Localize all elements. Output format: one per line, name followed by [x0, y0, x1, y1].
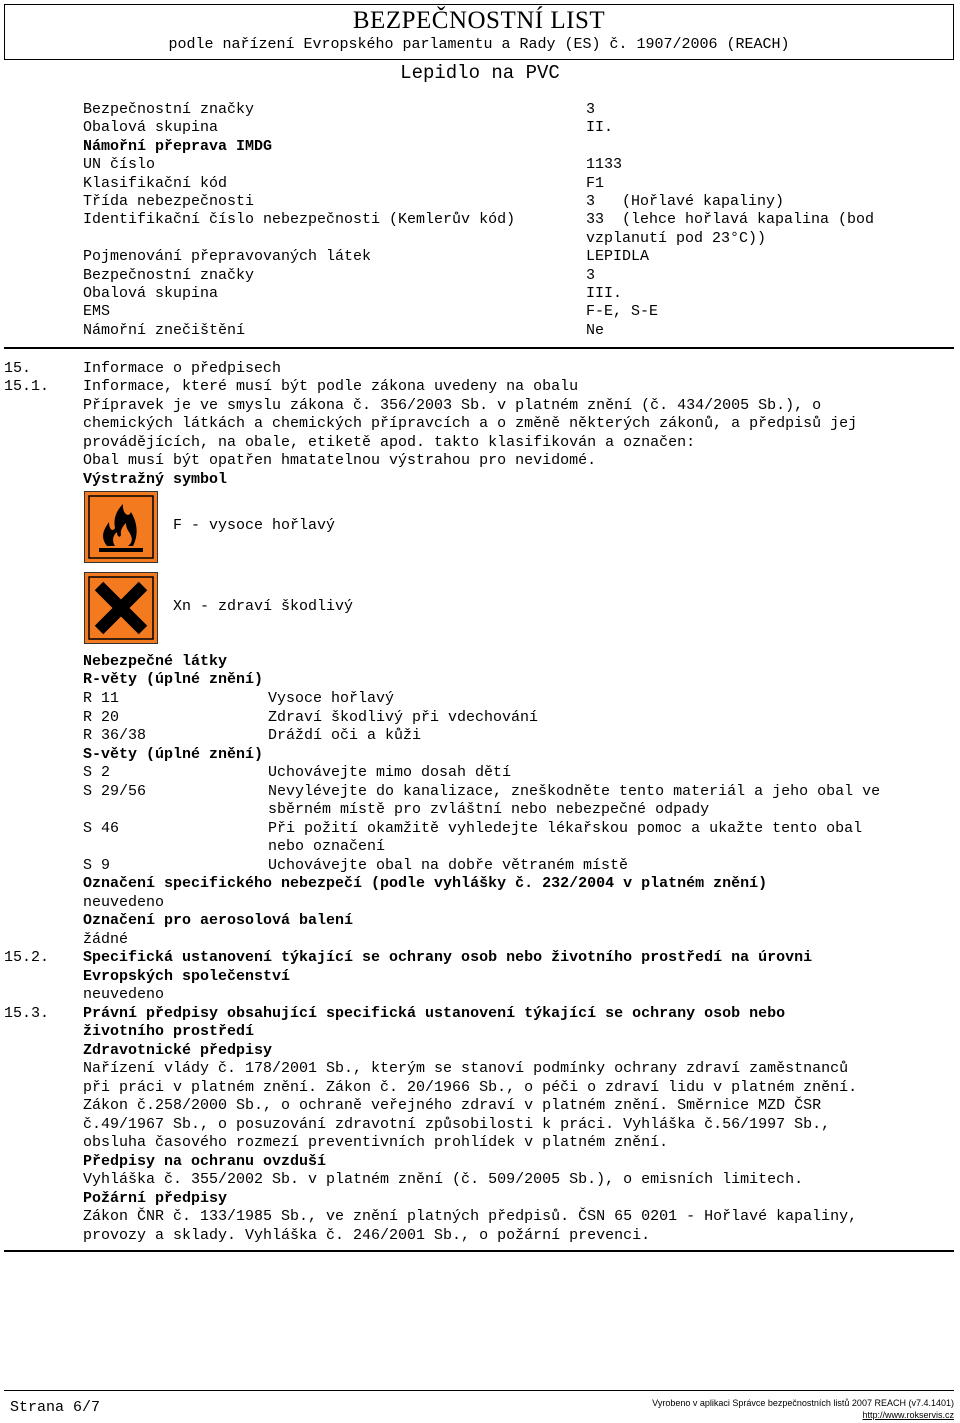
- subsection-title: Informace, které musí být podle zákona uvedeny na obalu: [83, 378, 579, 395]
- transport-value: 3: [586, 266, 596, 284]
- hazardous-substances-heading: Nebezpečné látky: [83, 653, 228, 670]
- s-phrases-heading: S-věty (úplné znění): [83, 746, 264, 763]
- paragraph-line: chemických látkách a chemických přípravcích a o změně některých zákonů, a předpisů jej: [83, 415, 858, 432]
- r-phrase-text: Vysoce hořlavý: [268, 690, 395, 707]
- transport-value: 1133: [586, 156, 623, 174]
- s-phrase-text-continued: sběrném místě pro zvláštní nebo nebezpečné odpady: [268, 801, 710, 818]
- transport-value: LEPIDLA: [586, 248, 650, 266]
- subsection-title: životního prostředí: [83, 1023, 255, 1040]
- r-phrase-text: Dráždí oči a kůži: [268, 727, 422, 744]
- paragraph-line: Obal musí být opatřen hmatatelnou výstrahou pro nevidomé.: [83, 452, 597, 469]
- paragraph-line: Zákon ČNR č. 133/1985 Sb., ve znění platných předpisů. ČSN 65 0201 - Hořlavé kapaliny,: [83, 1208, 858, 1225]
- flame-icon: [84, 491, 158, 563]
- aerosol-value: žádné: [83, 931, 129, 948]
- air-regulations-heading: Předpisy na ochranu ovzduší: [83, 1153, 327, 1170]
- specific-hazard-value: neuvedeno: [83, 894, 165, 911]
- paragraph-line: provádějících, na obale, etiketě apod. takto klasifikován a označen:: [83, 434, 696, 451]
- r-phrase-code: R 11: [83, 690, 120, 707]
- symbol-label-flammable: F - vysoce hořlavý: [173, 517, 336, 534]
- generator-note: Vyrobeno v aplikaci Správce bezpečnostních listů 2007 REACH (v7.4.1401): [652, 1398, 954, 1408]
- transport-label: Klasifikační kód: [83, 174, 228, 192]
- paragraph-line: Vyhláška č. 355/2002 Sb. v platném znění (č. 509/2005 Sb.), o emisních limitech.: [83, 1171, 804, 1188]
- subsection-number: 15.1.: [4, 378, 50, 395]
- section-title: Informace o předpisech: [83, 360, 282, 377]
- footer-rule: [4, 1390, 954, 1391]
- r-phrase-text: Zdraví škodlivý při vdechování: [268, 708, 539, 726]
- s-phrase-text: Uchovávejte mimo dosah dětí: [268, 764, 512, 781]
- r-phrases-heading: R-věty (úplné znění): [83, 671, 264, 688]
- transport-label: Obalová skupina: [83, 119, 219, 137]
- transport-value: 3 (Hořlavé kapaliny): [586, 193, 785, 210]
- transport-value: F-E, S-E: [586, 303, 659, 321]
- r-phrase-code: R 20: [83, 708, 120, 726]
- transport-value: F1: [586, 174, 605, 192]
- transport-label: Námořní znečištění: [83, 321, 246, 339]
- subsection-number: 15.3.: [4, 1005, 50, 1022]
- transport-value: II.: [586, 119, 614, 137]
- s-phrase-code: S 9: [83, 856, 111, 874]
- subsection-value: neuvedeno: [83, 986, 165, 1003]
- s-phrase-code: S 46: [83, 819, 120, 837]
- paragraph-line: provozy a sklady. Vyhláška č. 246/2001 Sb., o požární prevenci.: [83, 1227, 651, 1244]
- fire-regulations-heading: Požární předpisy: [83, 1190, 228, 1207]
- transport-label: Třída nebezpečnosti: [83, 193, 255, 210]
- s-phrase-text: Uchovávejte obal na dobře větraném místě: [268, 856, 629, 874]
- subsection-title: Evropských společenství: [83, 968, 291, 985]
- transport-value: 3: [586, 101, 596, 118]
- paragraph-line: Přípravek je ve smyslu zákona č. 356/2003 Sb. v platném znění (č. 434/2005 Sb.), o: [83, 397, 822, 414]
- transport-value: 33 (lehce hořlavá kapalina (bod: [586, 211, 875, 229]
- health-regulations-heading: Zdravotnické předpisy: [83, 1042, 273, 1059]
- transport-label: Pojmenování přepravovaných látek: [83, 248, 372, 266]
- transport-value: vzplanutí pod 23°C)): [586, 229, 767, 247]
- paragraph-line: při práci v platném znění. Zákon č. 20/1966 Sb., o péči o zdraví lidu v platném znění.: [83, 1079, 858, 1096]
- transport-label: Bezpečnostní značky: [83, 266, 255, 284]
- s-phrase-code: S 2: [83, 764, 111, 781]
- paragraph-line: obsluha časového rozmezí preventivních prohlídek v platném znění.: [83, 1134, 669, 1151]
- page-number: Strana 6/7: [10, 1399, 101, 1416]
- aerosol-heading: Označení pro aerosolová balení: [83, 912, 354, 929]
- footer-credit: [652, 1397, 954, 1421]
- document-subtitle: podle nařízení Evropského parlamentu a Rady (ES) č. 1907/2006 (REACH): [168, 36, 790, 53]
- warning-symbol-heading: Výstražný symbol: [83, 471, 228, 488]
- document-title: BEZPEČNOSTNÍ LIST: [352, 7, 606, 34]
- s-phrase-text: Nevylévejte do kanalizace, zneškodněte tento materiál a jeho obal ve: [268, 782, 881, 800]
- symbol-label-harmful: Xn - zdraví škodlivý: [173, 598, 354, 615]
- section-number: 15.: [4, 360, 32, 377]
- transport-label: EMS: [83, 303, 111, 321]
- section-divider: [4, 1250, 954, 1252]
- paragraph-line: Zákon č.258/2000 Sb., o ochraně veřejného zdraví v platném znění. Směrnice MZD ČSR: [83, 1097, 822, 1114]
- r-phrase-code: R 36/38: [83, 727, 147, 744]
- transport-label: UN číslo: [83, 156, 156, 174]
- subsection-number: 15.2.: [4, 949, 50, 966]
- transport-label: Námořní přeprava IMDG: [83, 137, 273, 155]
- s-phrase-code: S 29/56: [83, 782, 147, 800]
- document-header: [4, 4, 954, 60]
- s-phrase-text: Při požití okamžitě vyhledejte lékařskou pomoc a ukažte tento obal: [268, 819, 863, 837]
- subsection-title: Specifická ustanovení týkající se ochrany osob nebo životního prostředí na úrovni: [83, 949, 813, 966]
- section-divider: [4, 347, 954, 349]
- transport-label: Identifikační číslo nebezpečnosti (Kemlerův kód): [83, 211, 516, 229]
- subsection-title: Právní předpisy obsahující specifická ustanovení týkající se ochrany osob nebo: [83, 1005, 786, 1022]
- product-name: Lepidlo na PVC: [400, 62, 560, 84]
- specific-hazard-heading: Označení specifického nebezpečí (podle vyhlášky č. 232/2004 v platném znění): [83, 875, 768, 892]
- transport-label: Obalová skupina: [83, 285, 219, 302]
- x-cross-icon: [84, 572, 158, 644]
- transport-value: III.: [586, 285, 623, 302]
- transport-value: Ne: [586, 321, 605, 339]
- transport-label: Bezpečnostní značky: [83, 101, 255, 118]
- paragraph-line: č.49/1967 Sb., o posuzování zdravotní způsobilosti k práci. Vyhláška č.56/1997 Sb.,: [83, 1116, 831, 1133]
- footer-link[interactable]: http://www.rokservis.cz: [862, 1410, 954, 1420]
- paragraph-line: Nařízení vlády č. 178/2001 Sb., kterým se stanoví podmínky ochrany zdraví zaměstnanců: [83, 1060, 849, 1077]
- s-phrase-text-continued: nebo označení: [268, 838, 386, 855]
